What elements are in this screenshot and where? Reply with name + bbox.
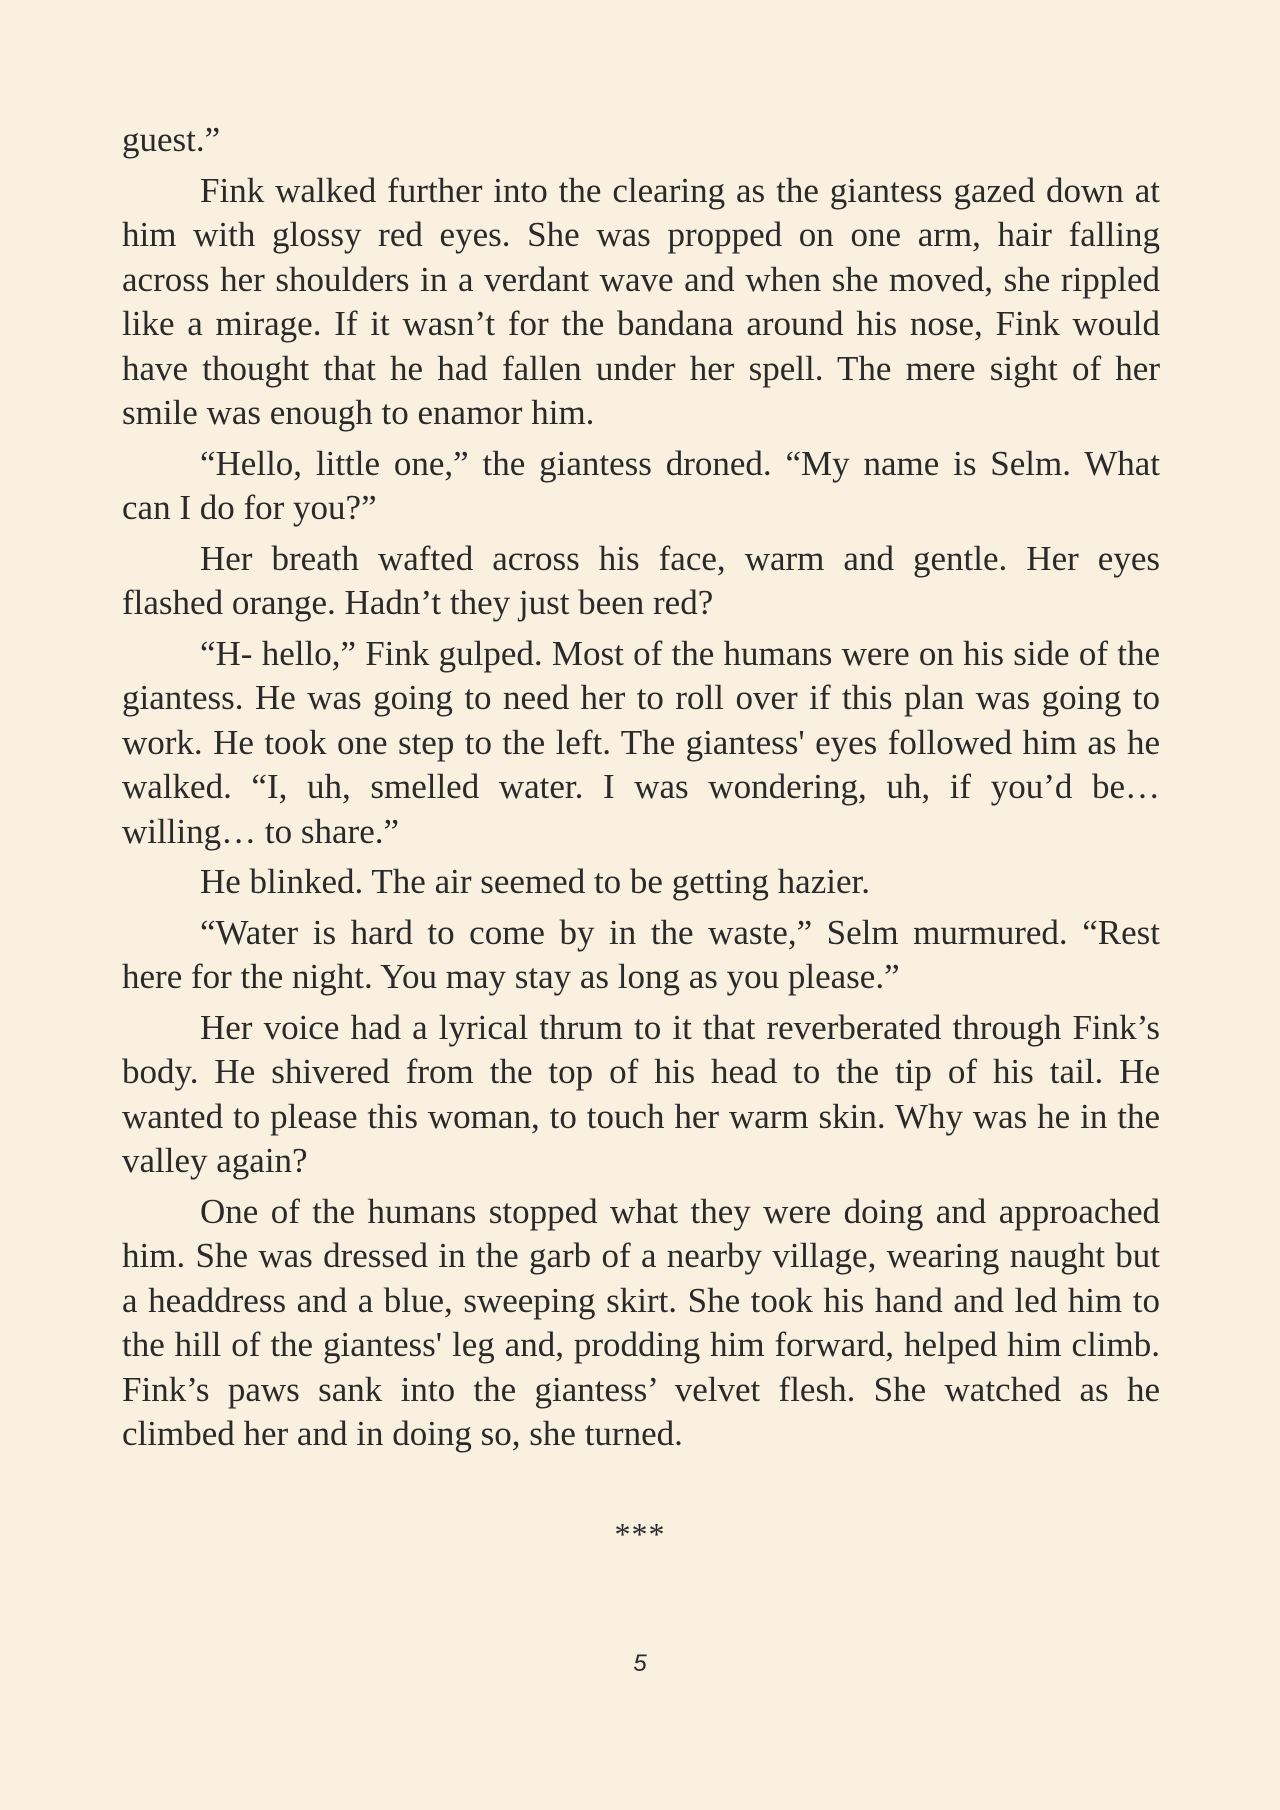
paragraph: “H- hello,” Fink gulped. Most of the humans were on his side of the giantess. He was going to need her to roll over if this plan was going to work. He took one step to the left. The giantess' eyes followed him as he walked. “I, uh, smelled water. I was wondering, uh, if you’d be… willing… to share.” bbox=[122, 633, 1160, 851]
paragraph: He blinked. The air seemed to be getting hazier. bbox=[200, 862, 870, 901]
page-number: 5 bbox=[633, 1650, 647, 1677]
paragraph: Fink walked further into the clearing as the giantess gazed down at him with glossy red eyes. She was propped on one arm, hair falling across her shoulders in a verdant wave and when she moved, she rippled like a mirage. If it wasn’t for the bandana around his nose, Fink would have thought that he had fallen under her spell. The mere sight of her smile was enough to enamor him. bbox=[122, 170, 1160, 432]
paragraph: Her breath wafted across his face, warm and gentle. Her eyes flashed orange. Hadn’t they just been red? bbox=[122, 538, 1160, 622]
scene-separator: *** bbox=[614, 1516, 666, 1552]
paragraph: “Water is hard to come by in the waste,” Selm murmured. “Rest here for the night. You may stay as long as you please.” bbox=[122, 912, 1160, 996]
paragraph: Her voice had a lyrical thrum to it that reverberated through Fink’s body. He shivered from the top of his head to the tip of his tail. He wanted to please this woman, to touch her warm skin. Why was he in the valley again? bbox=[122, 1007, 1160, 1180]
paragraph: One of the humans stopped what they were doing and approached him. She was dressed in the garb of a nearby village, wearing naught but a headdress and a blue, sweeping skirt. She took his hand and led him to the hill of the giantess' leg and, prodding him forward, helped him climb. Fink’s paws sank into the giantess’ velvet flesh. She watched as he climbed her and in doing so, she turned. bbox=[122, 1191, 1160, 1453]
paragraph: “Hello, little one,” the giantess droned. “My name is Selm. What can I do for you?” bbox=[122, 443, 1160, 527]
page-body bbox=[122, 118, 1160, 1463]
paragraph: guest.” bbox=[122, 120, 221, 159]
